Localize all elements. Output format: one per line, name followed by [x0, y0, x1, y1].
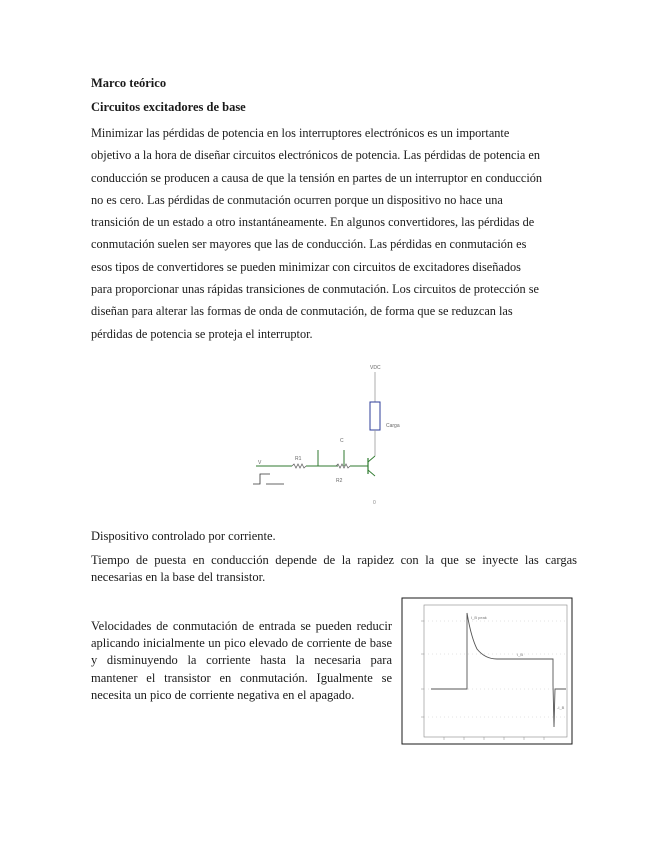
ground-label: 0 — [373, 500, 376, 506]
paragraph-line: para proporcionar unas rápidas transiciones de conmutación. Los circuitos de protección se — [91, 282, 539, 297]
resistor-r2 — [336, 464, 350, 468]
base-current-waveform-plot — [401, 597, 573, 745]
transistor-collector — [368, 456, 375, 462]
load-label: Carga — [386, 423, 400, 429]
intro-paragraph — [91, 122, 571, 345]
subsection-title: Circuitos excitadores de base — [91, 100, 246, 114]
switching-paragraph: Velocidades de conmutación de entrada se pueden reducir aplicando inicialmente un pico elevado de corriente de base y disminuyendo la corriente hasta la necesaria para mantener el transistor en conmutación. Igualmente se necesita un pico de corriente negativa en el apagado. — [91, 619, 392, 702]
r2-label: R2 — [336, 478, 343, 484]
input-pulse-waveform — [253, 474, 270, 484]
paragraph-line: conducción se producen a causa de que la tensión en partes de un interruptor en conducción — [91, 170, 543, 185]
paragraph-line: conmutación suelen ser mayores que las de conducción. Las pérdidas en conmutación es — [91, 237, 527, 252]
paragraph-line: transición de un estado a otro instantáneamente. En algunos convertidores, las pérdidas de — [91, 215, 535, 230]
capacitor-label: C — [340, 438, 344, 444]
paragraph-line: objetivo a la hora de diseñar circuitos electrónicos de potencia. Las pérdidas de potencia en — [91, 148, 540, 163]
r1-label: R1 — [295, 456, 302, 462]
resistor-r1 — [292, 464, 306, 468]
paragraph-line: diseñan para alterar las formas de onda de conmutación, de forma que se reduzcan las — [91, 304, 513, 319]
plot-frame — [402, 598, 572, 744]
peak-annotation: I_B peak — [471, 615, 487, 620]
turn-on-paragraph: Tiempo de puesta en conducción depende de la rapidez con la que se inyecte las cargas necesarias en la base del transistor. — [91, 553, 577, 584]
paragraph-line: no es cero. Las pérdidas de conmutación ocurren porque un dispositivo no hace una — [91, 192, 503, 207]
paragraph-line: esos tipos de convertidores se pueden minimizar con circuitos de excitadores diseñados — [91, 259, 521, 274]
paragraph-line: Minimizar las pérdidas de potencia en los interruptores electrónicos es un importante — [91, 126, 510, 140]
load-resistor — [370, 402, 380, 430]
section-title: Marco teórico — [91, 76, 167, 90]
steady-annotation: I_B — [517, 652, 524, 657]
supply-label: VDC — [370, 365, 381, 371]
paragraph-line: pérdidas de potencia se proteja el interruptor. — [91, 326, 313, 341]
transistor-emitter — [368, 470, 375, 476]
negative-annotation: -I_B — [557, 705, 565, 710]
figure-caption: Dispositivo controlado por corriente. — [91, 529, 276, 543]
base-driver-circuit-diagram — [250, 360, 410, 510]
input-label: V — [258, 460, 262, 466]
